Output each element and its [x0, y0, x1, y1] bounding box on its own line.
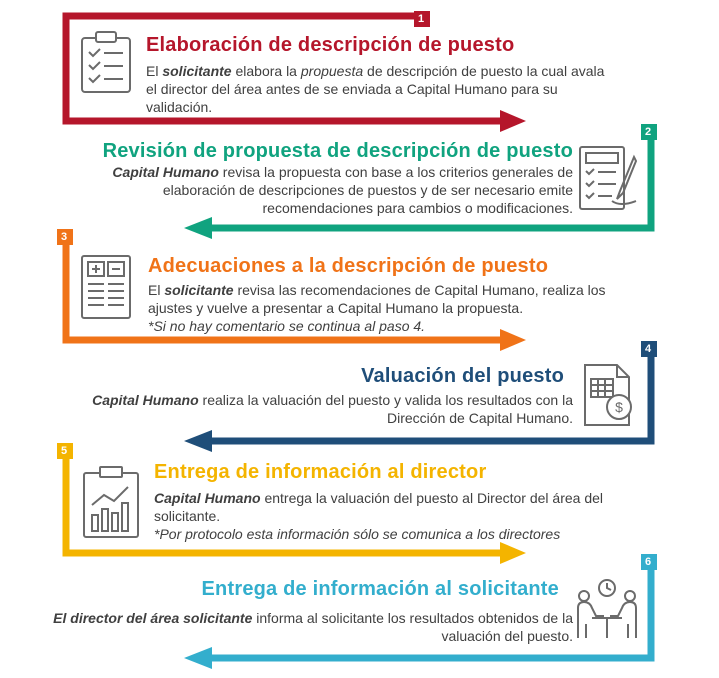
step-2-arrowhead: [184, 217, 212, 239]
description-run: propuesta: [300, 63, 364, 79]
step-note: *Si no hay comentario se continua al paso 4.: [148, 318, 426, 334]
step-note: *Por protocolo esta información sólo se comunica a los directores: [154, 526, 561, 542]
step-2-description: [73, 163, 573, 217]
document-review-pen-icon: [576, 143, 638, 215]
step-3-title: Adecuaciones a la descripción de puesto: [148, 255, 549, 277]
step-5-arrowhead: [500, 542, 526, 564]
step-6-number: 6: [644, 556, 652, 568]
document-money-icon: [581, 361, 637, 429]
step-1-description: [146, 62, 618, 116]
step-4-title: Valuación del puesto: [361, 365, 564, 387]
step-4-arrowhead: [184, 430, 212, 452]
description-run: entrega la valuación del puesto al Director del área del solicitante.: [154, 490, 604, 524]
description-run: solicitante: [162, 63, 232, 79]
description-run: revisa las recomendaciones de Capital Humano, realiza los ajustes y vuelve a presentar a Capital Humano la propuesta.: [148, 282, 606, 316]
description-run: de descripción de puesto la cual avala el director del área antes de se enviada a Capital Humano para su validación.: [146, 63, 605, 115]
description-run: solicitante: [164, 282, 234, 298]
step-6-title: Entrega de información al solicitante: [201, 578, 559, 600]
svg-text:$: $: [615, 399, 623, 415]
description-run: realiza la valuación del puesto y valida los resultados con la Dirección de Capital Humano.: [198, 392, 573, 426]
description-run: elabora la: [231, 63, 301, 79]
description-run: revisa la propuesta con base a los criterios generales de elaboración de descripciones de puestos y de ser necesario emite recomendaciones para cambios o modificaciones.: [162, 164, 573, 216]
step-5-description: [154, 489, 654, 543]
meeting-clock-icon: [572, 578, 642, 642]
description-run: Capital Humano: [92, 392, 199, 408]
description-run: El: [148, 282, 165, 298]
description-run: informa al solicitante los resultados obtenidos de la valuación del puesto.: [252, 610, 573, 644]
description-run: El: [146, 63, 163, 79]
step-5-title: Entrega de información al director: [154, 461, 487, 483]
step-6-description: [53, 609, 573, 645]
clipboard-chart-icon: [80, 465, 142, 541]
step-2-title: Revisión de propuesta de descripción de puesto: [102, 140, 573, 162]
clipboard-checklist-icon: [78, 30, 134, 94]
step-1-number: 1: [417, 13, 425, 25]
step-3-description: [148, 281, 640, 335]
step-5-number: 5: [60, 445, 68, 457]
description-run: Capital Humano: [154, 490, 261, 506]
step-3-number: 3: [60, 231, 68, 243]
newspaper-table-icon: [78, 252, 134, 322]
step-1-title: Elaboración de descripción de puesto: [146, 34, 515, 56]
step-2-number: 2: [644, 126, 652, 138]
description-run: Capital Humano: [112, 164, 219, 180]
step-4-number: 4: [644, 343, 652, 355]
description-run: El director del área solicitante: [53, 610, 253, 626]
step-6-arrowhead: [184, 647, 212, 669]
step-4-description: [53, 391, 573, 427]
